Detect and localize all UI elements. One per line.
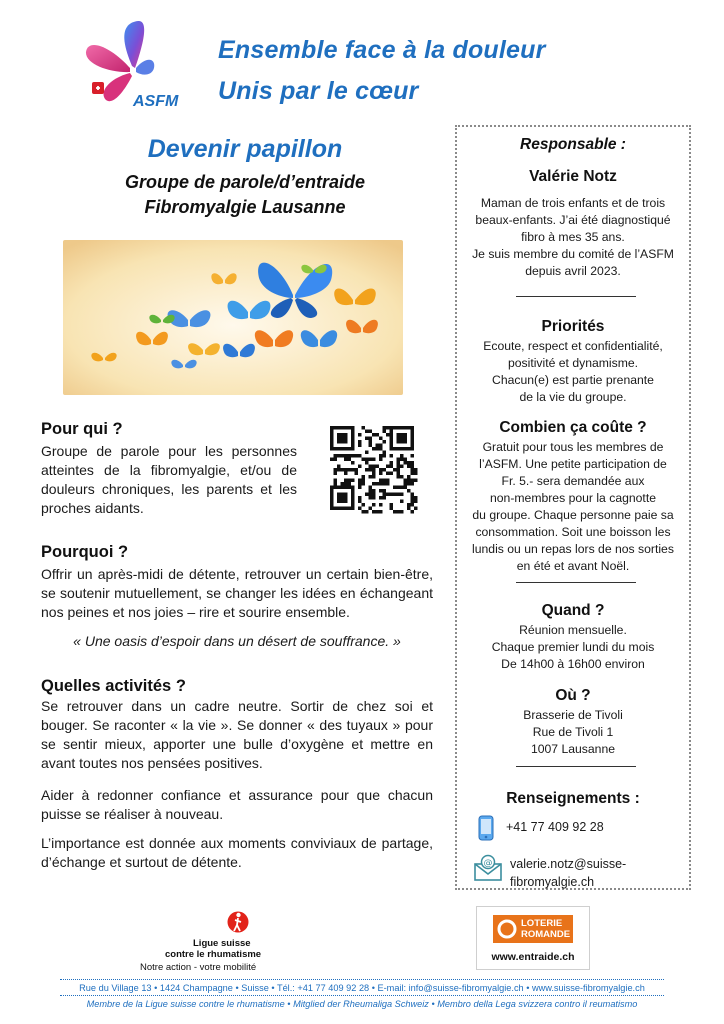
- loterie-url[interactable]: www.entraide.ch: [491, 951, 575, 963]
- quote: « Une oasis d’espoir dans un désert de souffrance. »: [73, 633, 401, 649]
- loterie-ring-icon: [497, 919, 517, 939]
- cout-heading: Combien ça coûte ?: [499, 419, 647, 436]
- separator: [516, 296, 636, 297]
- email-address[interactable]: valerie.notz@suisse- fibromyalgie.ch: [510, 857, 627, 889]
- text-pourquoi: Offrir un après-midi de détente, retrouver un certain bien-être, se soutenir mutuellement, se changer les idées en échangeant nos peines et nos joies – rire et sourire ensemble.: [41, 566, 433, 620]
- ou-text: Brasserie de Tivoli Rue de Tivoli 1 1007 Lausanne: [523, 708, 623, 756]
- responsable-bio: Maman de trois enfants et de trois beaux-enfants. J’ai été diagnostiqué fibro à mes 35 ans. Je suis membre du comité de l’ASFM depuis avril 2023.: [472, 196, 674, 278]
- ou-heading: Où ?: [555, 687, 591, 704]
- text-activites-1: Se retrouver dans un cadre neutre. Sortir de chez soi et bouger. Se raconter « la vie ». Se donner « des tuyaux » pour se sentir mieux, apporter une bulle d’oxygène et mettre en avant toutes nos pensées positives.: [41, 698, 433, 771]
- loterie-line-2: ROMANDE: [521, 929, 571, 940]
- asfm-logo: [80, 18, 180, 114]
- loterie-line-1: LOTERIE: [521, 918, 563, 929]
- text-activites-2: Aider à redonner confiance et assurance pour que chacun puisse se réaliser à nouveau.: [41, 787, 433, 822]
- text-activites-3: L’importance est donnée aux moments conviviaux de partage, d’échange et surtout de détente.: [41, 835, 433, 870]
- renseignements-heading: Renseignements :: [506, 790, 640, 807]
- logo-text: ASFM: [133, 93, 179, 110]
- separator: [516, 582, 636, 583]
- subtitle-line-1: Groupe de parole/d’entraide: [124, 172, 366, 192]
- ligue-line-2: contre le rhumatisme: [165, 949, 262, 960]
- qr-code[interactable]: [328, 425, 420, 515]
- responsable-heading: Responsable :: [520, 136, 626, 153]
- loterie-badge: [493, 915, 573, 943]
- quand-heading: Quand ?: [541, 602, 605, 619]
- heading-pourquoi: Pourquoi ?: [41, 543, 129, 561]
- footer-members: Membre de la Ligue suisse contre le rhumatisme • Mitglied der Rheumaliga Schweiz • Membro della Lega svizzera contro il reumatismo: [86, 999, 638, 1009]
- loterie-romande-logo: [476, 906, 590, 970]
- quand-text: Réunion mensuelle. Chaque premier lundi du mois De 14h00 à 16h00 environ: [491, 623, 655, 671]
- subtitle-line-2: Fibromyalgie Lausanne: [144, 197, 346, 217]
- email-icon: [473, 854, 503, 887]
- slogan-line-1: Ensemble face à la douleur: [218, 36, 546, 64]
- page-title: Devenir papillon: [147, 135, 343, 163]
- ligue-figure-icon: [227, 908, 249, 936]
- ligue-line-3: Notre action - votre mobilité: [140, 962, 257, 973]
- footer-divider: [60, 995, 664, 996]
- footer-divider: [60, 979, 664, 980]
- cout-text: Gratuit pour tous les membres de l’ASFM. Une petite participation de Fr. 5.- sera demandée aux non-membres pour la cagnotte du groupe. Chaque personne paie sa consommation. Soit une boisson les lundis ou un repas lors de nos sorties en été et avant Noël.: [472, 440, 674, 573]
- ligue-line-1: Ligue suisse: [193, 938, 251, 949]
- phone-number[interactable]: +41 77 409 92 28: [506, 820, 604, 834]
- heading-activites: Quelles activités ?: [41, 677, 186, 695]
- ligue-logo: [135, 908, 265, 978]
- butterflies-illustration: [63, 240, 403, 395]
- phone-icon: [478, 815, 494, 846]
- priorites-text: Ecoute, respect et confidentialité, positivité et dynamisme. Chacun(e) est partie prenante de la vie du groupe.: [483, 339, 663, 404]
- heading-pour-qui: Pour qui ?: [41, 420, 123, 438]
- separator: [516, 766, 636, 767]
- slogan-line-2: Unis par le cœur: [218, 77, 419, 105]
- footer-address: Rue du Village 13 • 1424 Champagne • Suisse • Tél.: +41 77 409 92 28 • E-mail: info@suisse-fibromyalgie.ch • www.suisse-fibromyalgie.ch: [79, 983, 645, 993]
- text-pour-qui: Groupe de parole pour les personnes atteintes de la fibromyalgie, et/ou de douleurs chroniques, les parents et les proches aidants.: [41, 443, 297, 516]
- svg-text:@: @: [483, 858, 493, 869]
- priorites-heading: Priorités: [541, 318, 605, 335]
- responsable-name: Valérie Notz: [529, 168, 617, 185]
